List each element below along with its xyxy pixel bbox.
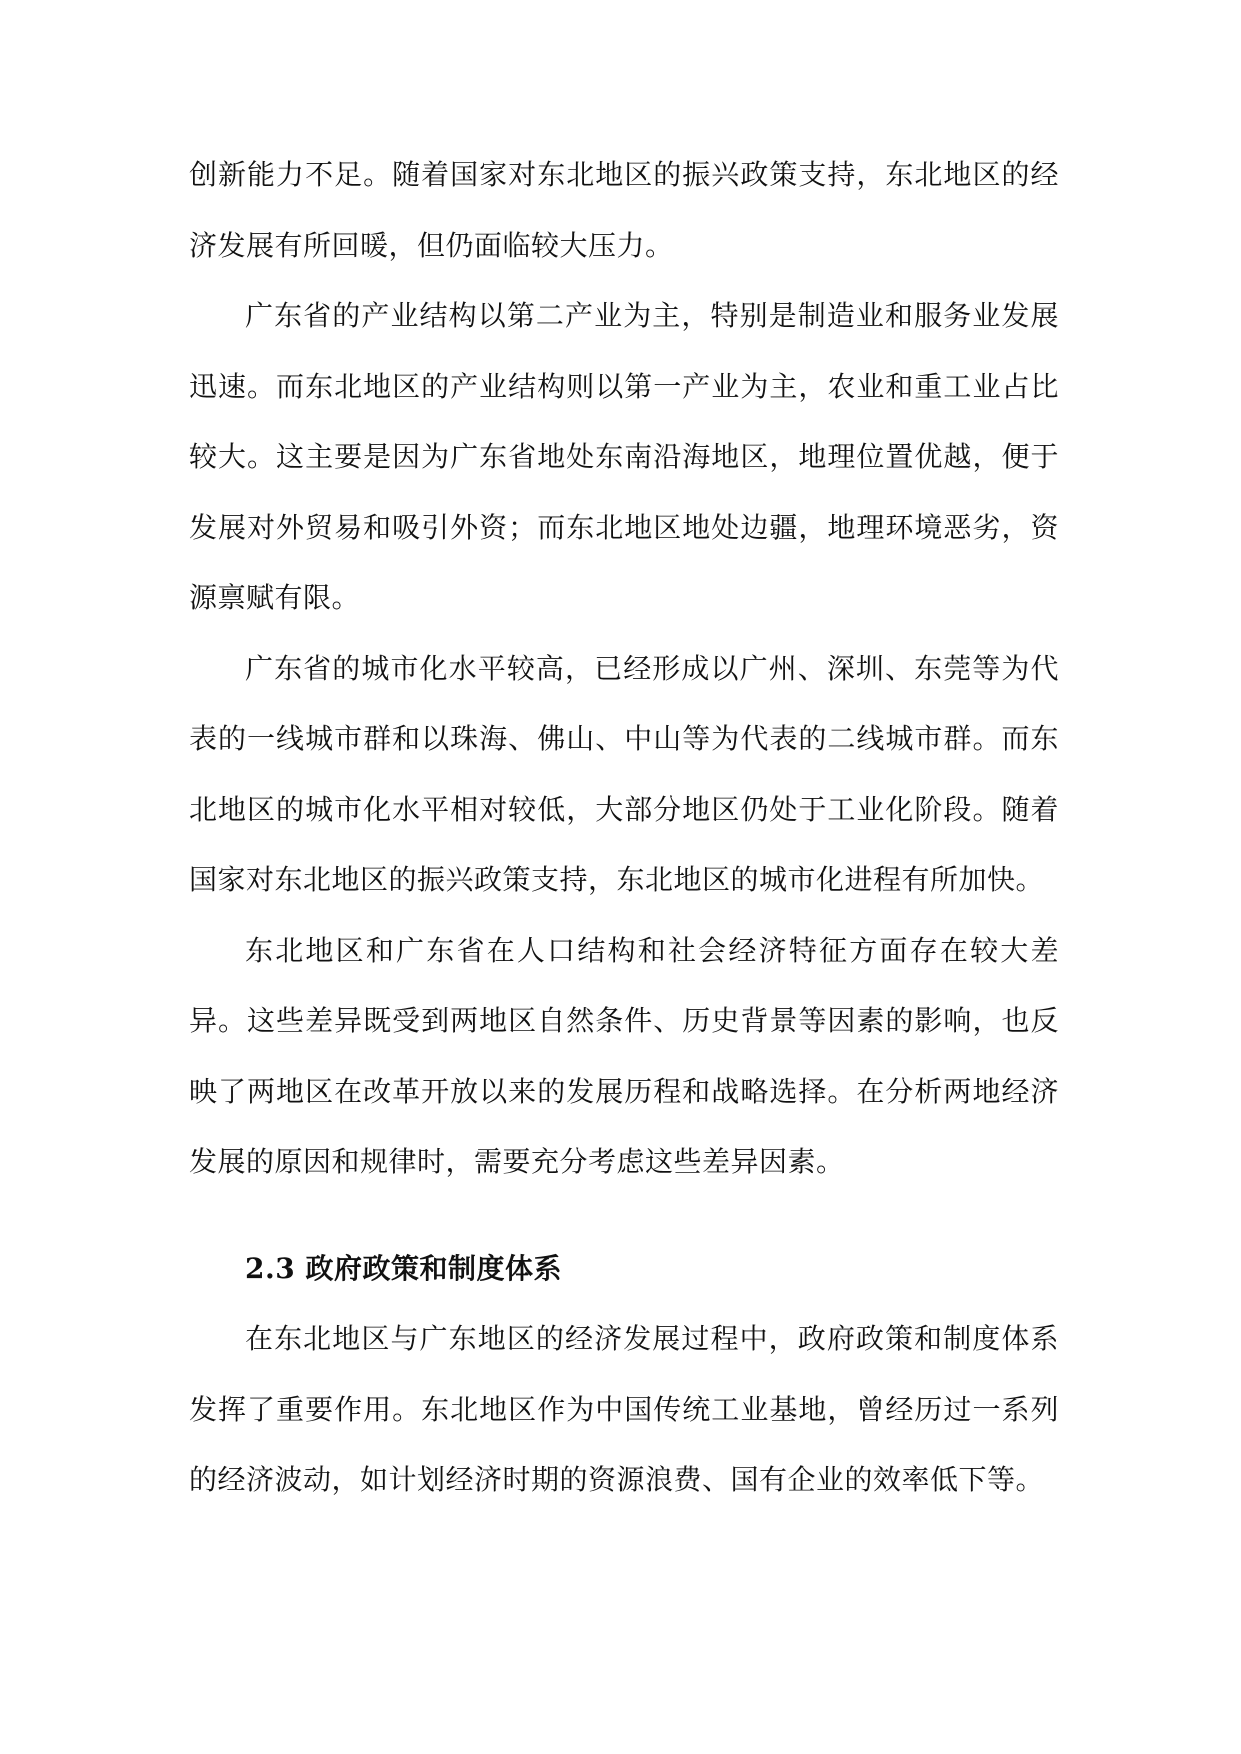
paragraph-differences: 东北地区和广东省在人口结构和社会经济特征方面存在较大差异。这些差异既受到两地区自然条件、历史背景等因素的影响，也反映了两地区在改革开放以来的发展历程和战略选择。在分析两地经济发展的原因和规律时，需要充分考虑这些差异因素。 <box>189 933 1059 1178</box>
document-body <box>189 140 1059 1516</box>
paragraph-policy: 在东北地区与广东地区的经济发展过程中，政府政策和制度体系发挥了重要作用。东北地区作为中国传统工业基地，曾经历过一系列的经济波动，如计划经济时期的资源浪费、国有企业的效率低下等。 <box>189 1322 1059 1496</box>
paragraph-urbanization: 广东省的城市化水平较高，已经形成以广州、深圳、东莞等为代表的一线城市群和以珠海、佛山、中山等为代表的二线城市群。而东北地区的城市化水平相对较低，大部分地区仍处于工业化阶段。随着国家对东北地区的振兴政策支持，东北地区的城市化进程有所加快。 <box>189 651 1059 896</box>
paragraph-continued: 创新能力不足。随着国家对东北地区的振兴政策支持，东北地区的经济发展有所回暖，但仍面临较大压力。 <box>189 158 1059 262</box>
paragraph-industrial-structure: 广东省的产业结构以第二产业为主，特别是制造业和服务业发展迅速。而东北地区的产业结构则以第一产业为主，农业和重工业占比较大。这主要是因为广东省地处东南沿海地区，地理位置优越，便于发展对外贸易和吸引外资；而东北地区地处边疆，地理环境恶劣，资源禀赋有限。 <box>189 299 1059 614</box>
section-heading: 2.3 政府政策和制度体系 <box>245 1251 562 1285</box>
